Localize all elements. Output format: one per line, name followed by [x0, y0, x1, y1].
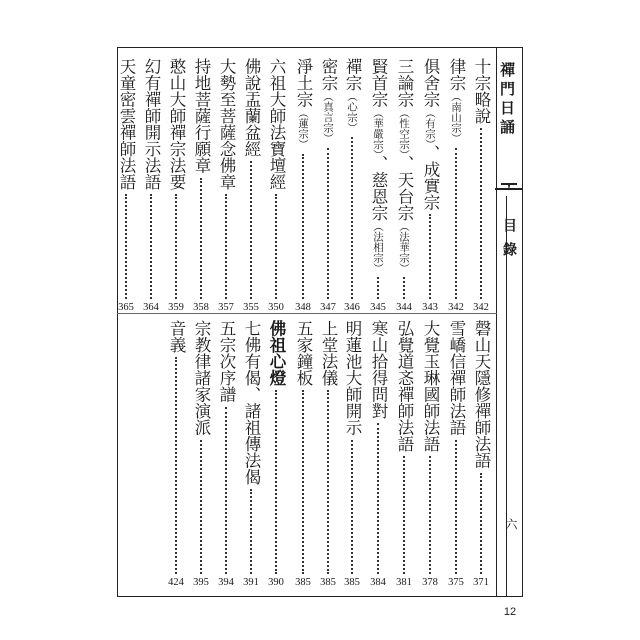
leader-dots — [200, 178, 204, 299]
toc-entry — [341, 58, 363, 133]
section-title: 目錄 — [501, 218, 517, 266]
leader-dots — [429, 456, 433, 574]
toc-page-number: 355 — [243, 302, 259, 313]
toc-entry — [367, 320, 389, 419]
toc-entry-title: 持地菩薩行願章 — [192, 58, 211, 174]
toc-entry — [445, 58, 467, 144]
toc-entry — [393, 320, 415, 452]
toc-entry-note2: （法華宗） — [398, 220, 410, 274]
toc-entry-title2: 、天台宗 — [395, 154, 414, 221]
toc-entry-note: （心宗） — [346, 91, 358, 133]
toc-entry-note: （蓮宗） — [297, 107, 309, 150]
toc-entry-title: 密宗 — [319, 58, 338, 91]
leader-dots — [351, 137, 355, 299]
toc-page-number: 346 — [344, 302, 360, 313]
leader-dots — [377, 277, 381, 299]
toc-entry-title: 天童密雲禪師法語 — [117, 58, 136, 190]
toc-page-number: 385 — [295, 577, 311, 588]
toc-page-number: 344 — [396, 302, 412, 313]
toc-entry-title: 明蓮池大師開示 — [343, 320, 362, 436]
toc-entry-title: 幻有禪師開示法語 — [142, 58, 161, 190]
toc-entry-title: 俱舍宗 — [421, 58, 440, 108]
toc-page-number: 342 — [473, 302, 489, 313]
leader-dots — [327, 390, 331, 574]
toc-page-number: 384 — [370, 577, 386, 588]
toc-page-number: 394 — [218, 577, 234, 588]
toc-page-number: 390 — [268, 577, 284, 588]
toc-entry — [115, 58, 137, 190]
toc-entry — [341, 320, 363, 436]
toc-entry-title2: 、慈恩宗 — [369, 154, 388, 221]
toc-entry-note: （華嚴宗） — [372, 107, 384, 155]
toc-entry — [165, 58, 187, 190]
toc-entry — [240, 320, 262, 485]
toc-entry-title: 七佛有偈、諸祖傳法偈 — [242, 320, 261, 485]
toc-page-number: 378 — [422, 577, 438, 588]
leader-dots — [225, 407, 229, 574]
toc-entry — [265, 320, 287, 386]
half-divider — [117, 313, 497, 314]
toc-entry-title: 律宗 — [447, 58, 466, 91]
toc-entry — [445, 320, 467, 436]
leader-dots — [175, 357, 179, 574]
toc-entry — [215, 320, 237, 403]
toc-entry-title: 憨山大師禪宗法要 — [167, 58, 186, 190]
toc-entry — [140, 58, 162, 190]
toc-page-number: 359 — [168, 302, 184, 313]
toc-entry-title: 大勢至菩薩念佛章 — [217, 58, 236, 190]
page-number-chinese: 六 — [504, 518, 518, 530]
toc-page-number: 424 — [168, 577, 184, 588]
toc-entry — [215, 58, 237, 190]
toc-page-number: 365 — [118, 302, 134, 313]
page-number: 12 — [503, 606, 517, 618]
toc-entry-note: （南山宗） — [450, 91, 462, 144]
toc-page-number: 385 — [344, 577, 360, 588]
toc-entry-title: 賢首宗 — [369, 58, 388, 108]
leader-dots — [275, 390, 279, 574]
toc-entry — [367, 58, 389, 273]
toc-page-number: 364 — [143, 302, 159, 313]
toc-entry-title: 弘覺道忞禪師法語 — [395, 320, 414, 452]
toc-page-number: 371 — [473, 577, 489, 588]
toc-entry-title: 上堂法儀 — [319, 320, 338, 386]
toc-entry — [265, 58, 287, 190]
toc-page-number: 342 — [448, 302, 464, 313]
toc-page-number: 345 — [370, 302, 386, 313]
toc-page-number: 375 — [448, 577, 464, 588]
leader-dots — [250, 489, 254, 574]
leader-dots — [480, 473, 484, 574]
leader-dots — [125, 194, 129, 299]
toc-entry-title: 音義 — [167, 320, 186, 353]
toc-page-number: 348 — [295, 302, 311, 313]
toc-entry — [393, 58, 415, 273]
toc-page-number: 350 — [268, 302, 284, 313]
leader-dots — [150, 194, 154, 299]
fishtail-mark-icon — [501, 183, 517, 193]
toc-page-number: 395 — [193, 577, 209, 588]
leader-dots — [302, 154, 306, 299]
leader-dots — [327, 148, 331, 299]
leader-dots — [200, 440, 204, 574]
leader-dots — [429, 214, 433, 299]
toc-entry-title: 佛說盂蘭盆經 — [242, 58, 261, 157]
leader-dots — [351, 440, 355, 574]
toc-entry — [419, 58, 441, 210]
toc-page-number: 381 — [396, 577, 412, 588]
toc-entry-title: 禪宗 — [343, 58, 362, 91]
leader-dots — [250, 161, 254, 299]
toc-page-number: 347 — [320, 302, 336, 313]
toc-page-number: 358 — [193, 302, 209, 313]
toc-entry-title: 宗教律諸家演派 — [192, 320, 211, 436]
toc-entry — [190, 320, 212, 436]
leader-dots — [455, 440, 459, 574]
toc-entry — [240, 58, 262, 157]
toc-entry-title: 六祖大師法寶壇經 — [267, 58, 286, 190]
toc-entry-title: 雪嶠信禪師法語 — [447, 320, 466, 436]
toc-entry — [470, 320, 492, 469]
toc-entry — [190, 58, 212, 174]
leader-dots — [377, 423, 381, 574]
toc-entry-title: 十宗略說 — [472, 58, 491, 124]
toc-page-number: 357 — [218, 302, 234, 313]
toc-entry-note: （性空宗） — [398, 107, 410, 155]
toc-entry — [317, 58, 339, 144]
leader-dots — [175, 194, 179, 299]
toc-entry-title: 淨土宗 — [294, 58, 313, 108]
toc-entry-title: 五宗次序譜 — [217, 320, 236, 403]
toc-entry-note: （有宗） — [424, 107, 436, 145]
toc-entry — [419, 320, 441, 452]
toc-entry-title: 寒山拾得問對 — [369, 320, 388, 419]
toc-entry-title2: 、成實宗 — [421, 144, 440, 211]
leader-dots — [302, 390, 306, 574]
toc-entry-note2: （法相宗） — [372, 220, 384, 274]
toc-entry — [292, 58, 314, 150]
toc-entry — [292, 320, 314, 386]
leader-dots — [403, 277, 407, 299]
leader-dots — [225, 194, 229, 299]
leader-dots — [455, 148, 459, 299]
toc-entry-title: 五家鐘板 — [294, 320, 313, 386]
leader-dots — [403, 456, 407, 574]
toc-page-number: 343 — [422, 302, 438, 313]
toc-entry-title: 大覺玉琳國師法語 — [421, 320, 440, 452]
toc-entry — [317, 320, 339, 386]
book-title: 禪門日誦 — [498, 62, 516, 138]
toc-entry — [470, 58, 492, 124]
toc-entry-title: 磬山天隱修禪師法語 — [472, 320, 491, 469]
toc-page-number: 385 — [320, 577, 336, 588]
toc-entry-note: （真言宗） — [322, 91, 334, 144]
toc-page-number: 391 — [243, 577, 259, 588]
toc-entry — [165, 320, 187, 353]
leader-dots — [480, 128, 484, 299]
leader-dots — [275, 194, 279, 299]
toc-entry-title: 三論宗 — [395, 58, 414, 108]
toc-entry-title: 佛祖心燈 — [267, 320, 286, 386]
